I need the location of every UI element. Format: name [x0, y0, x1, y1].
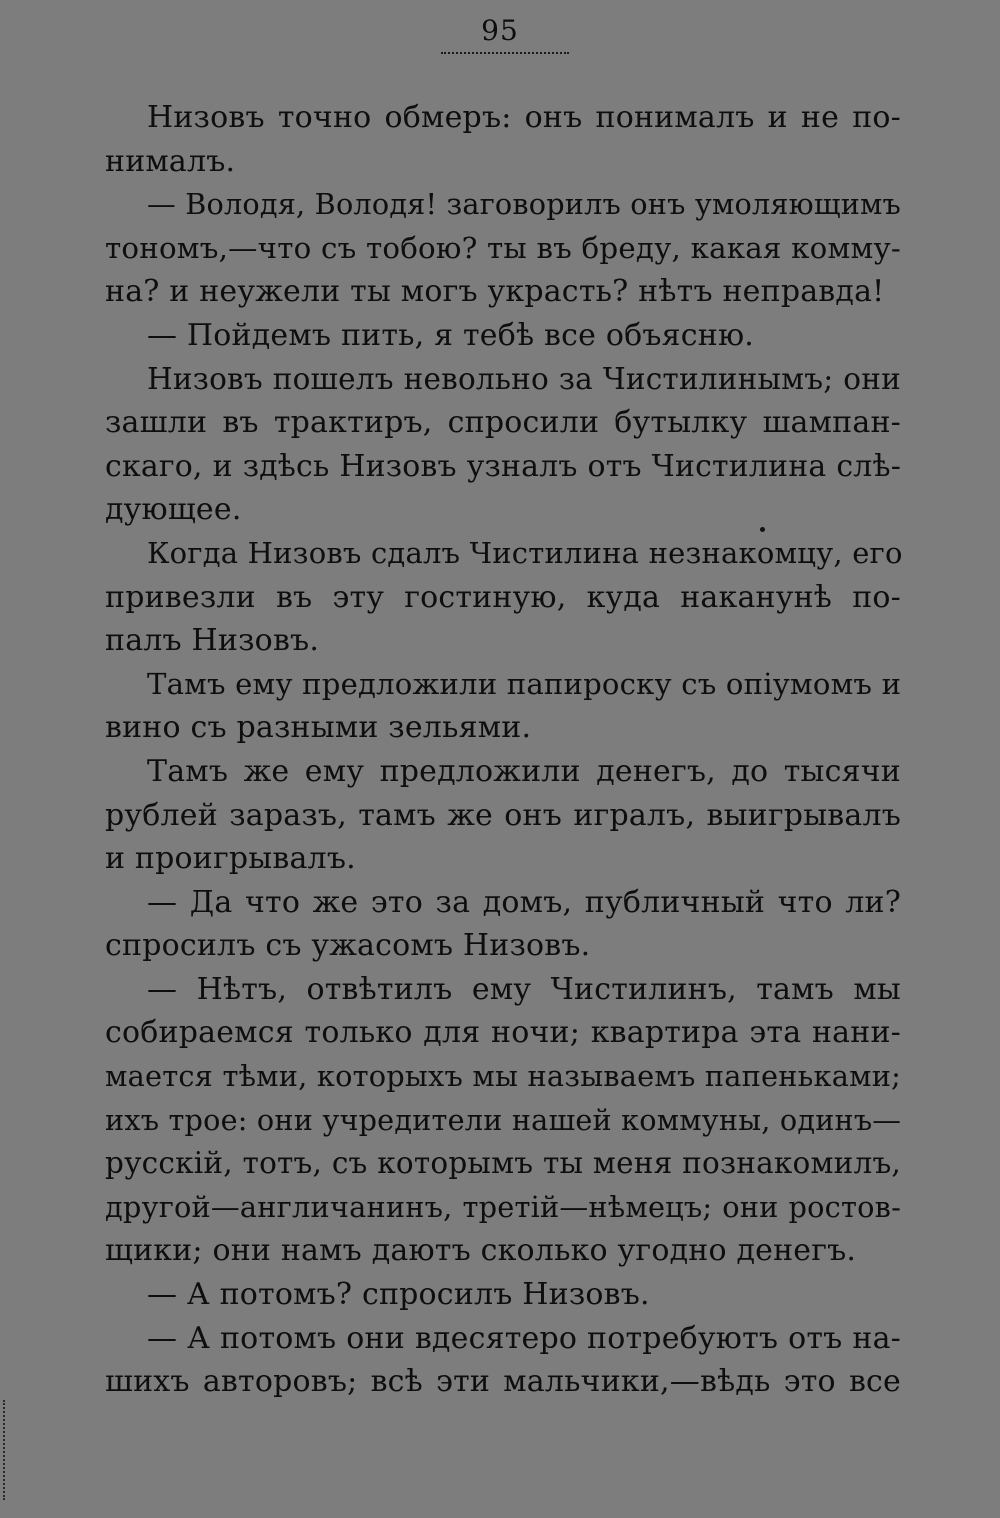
text-line: — Нѣтъ, отвѣтилъ ему Чистилинъ, тамъ мы [147, 971, 901, 1007]
text-line: — А потомъ? спросилъ Низовъ. [147, 1277, 650, 1313]
text-line: собираемся только для ночи; квартира эта нани- [105, 1015, 901, 1051]
text-line: спросилъ съ ужасомъ Низовъ. [105, 928, 591, 964]
text-line: другой—англичанинъ, третiй—нѣмецъ; они ростов- [105, 1189, 901, 1224]
paragraph [105, 183, 901, 314]
text-line: русскiй, тотъ, съ которымъ ты меня познакомилъ, [105, 1146, 901, 1181]
paragraph [105, 750, 901, 881]
text-line: скаго, и здѣсь Низовъ узналъ отъ Чистилина слѣ- [105, 448, 901, 484]
text-line: палъ Низовъ. [105, 623, 320, 659]
text-line: привезли въ эту гостиную, куда наканунѣ по- [105, 579, 901, 615]
text-line: Тамъ ему предложили папироску съ опiумомъ и [147, 666, 902, 701]
text-line: нималъ. [105, 143, 236, 179]
paragraph [105, 663, 901, 750]
header-rule [441, 52, 569, 54]
paragraph [105, 358, 901, 532]
text-line: Низовъ пошелъ невольно за Чистилинымъ; они [147, 361, 901, 396]
paragraph [105, 1273, 901, 1317]
text-line: Тамъ же ему предложили денегъ, до тысячи [147, 753, 901, 789]
text-line: Низовъ точно обмеръ: онъ понималъ и не по- [147, 100, 901, 135]
text-line: шихъ авторовъ; всѣ эти мальчики,—вѣдь это все [105, 1364, 901, 1400]
page-number: 95 [481, 14, 519, 47]
text-line: дующее. [105, 492, 242, 528]
text-line: тономъ,—что съ тобою? ты въ бреду, какая комму- [105, 230, 901, 265]
text-line: мается тѣми, которыхъ мы называемъ папеньками; [105, 1059, 901, 1094]
text-line: на? и неужели ты могъ украсть? нѣтъ неправда! [105, 274, 885, 310]
text-line: щики; они намъ даютъ сколько угодно денегъ. [105, 1233, 857, 1269]
paragraph [105, 96, 901, 183]
paragraph [105, 532, 901, 663]
paragraph [105, 1317, 901, 1404]
print-speck [760, 527, 765, 532]
margin-mark [3, 1400, 5, 1500]
text-line: вино съ разными зельями. [105, 710, 532, 746]
paragraph [105, 881, 901, 968]
text-line: рублей заразъ, тамъ же онъ игралъ, выигрывалъ [105, 797, 901, 833]
paragraph [105, 314, 901, 358]
text-line: и проигрывалъ. [105, 841, 356, 877]
text-line: — А потомъ они вдесятеро потребуютъ отъ на- [147, 1320, 901, 1356]
paragraph [105, 968, 901, 1273]
text-line: — Володя, Володя! заговорилъ онъ умоляющимъ [147, 187, 901, 222]
text-line: — Пойдемъ пить, я тебѣ все объясню. [147, 317, 754, 353]
text-line: зашли въ трактиръ, спросили бутылку шампан- [105, 405, 901, 441]
body-text [105, 96, 901, 1404]
text-line: Когда Низовъ сдалъ Чистилина незнакомцу, его [147, 535, 903, 570]
text-line: ихъ трое: они учредители нашей коммуны, одинъ— [105, 1102, 902, 1137]
text-line: — Да что же это за домъ, публичный что ли? [147, 884, 901, 920]
